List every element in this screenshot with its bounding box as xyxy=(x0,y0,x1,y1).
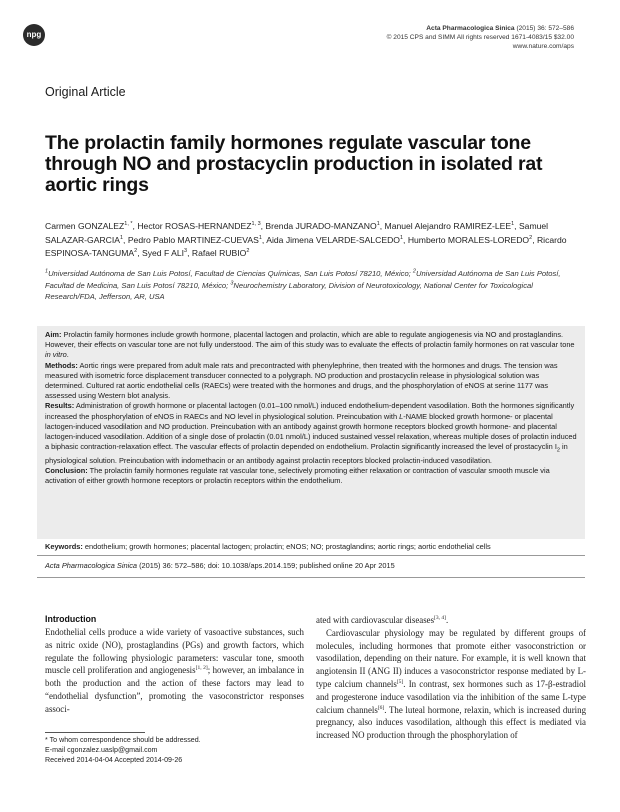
author-name: Pedro Pablo MARTINEZ-CUEVAS xyxy=(127,234,259,245)
footnote xyxy=(45,735,305,765)
received-accepted-dates: Received 2014-04-04 Accepted 2014-09-26 xyxy=(45,756,183,764)
abstract-results: Results: Administration of growth hormone or placental lactogen (0.01–100 nmol/L) induced endothelium-dependent vasodilation. Both the hormones significantly increased the phosphorylation of eNOS in RAECs and NO level in physiological solution. Preincubation with L-NAME blocked growth hormone- or placental lactogen-induced vasodilation and NO production. Preincubation with an antibody against growth hormone receptors blocked growth hormone- and placental lactogen-induced vasodilation. Addition of a single dose of prolactin (0.01 nmol/L) induced sustained vessel relaxation, whereas multiple doses of prolactin induced a biphasic contraction-relaxation effect. The vascular effects of prolactin depended on endothelium. Prolactin significantly increased the level of prostacyclin $I_2$ in physiological solution. Preincubation with indomethacin or an antibody against prolactin receptors blocked prolactin-induced vasodilation. xyxy=(45,401,577,465)
body-column-left: Endothelial cells produce a wide variety of vasoactive substances, such as nitric oxide (NO), prostaglandins (PGs) and growth factors, which regulate the following physiologic parameters: vascular tone, smooth muscle cell proliferation and angiogenesis[1, 2]; however, an imbalance in both the production and the action of these factors may lead to “endothelial dysfunction”, promoting the vasoconstrictor responses associ- xyxy=(45,627,304,714)
affiliation-text: Universidad Autónoma de San Luis Potosí, Facultad de Medicina, San Luis Potosí 78210, México; xyxy=(45,269,561,290)
npg-logo: npg xyxy=(23,24,45,46)
correspondence-email[interactable]: E-mail cgonzalez.uaslp@gmail.com xyxy=(45,746,158,754)
author-affiliation-mark: 1 xyxy=(258,234,262,241)
journal-url[interactable]: www.nature.com/aps xyxy=(512,43,574,50)
author-name: Rafael RUBIO xyxy=(191,248,247,258)
author-name: Manuel Alejandro RAMIREZ-LEE xyxy=(384,221,512,231)
correspondence-note: * To whom correspondence should be addressed. xyxy=(45,736,201,744)
article-type: Original Article xyxy=(45,85,126,99)
divider xyxy=(37,577,585,578)
author-name: Ricardo ESPINOSA-TANGUMA xyxy=(45,234,567,258)
affiliations xyxy=(45,268,580,303)
abstract-methods: Methods: Aortic rings were prepared from adult male rats and precontracted with phenylephrine, then treated with the hormones and drugs. The tension was measured with isometric force displacement transducer connected to a polygraph. NO production and prostacyclin release in physiological solution was determined. Cultured rat aortic endothelial cells (RAECs) were treated with the hormones and drugs, and the phosphorylation of eNOS at serine 1177 was assessed using Western blot analysis. xyxy=(45,360,558,401)
journal-volume: (2015) 36: 572–586 xyxy=(516,25,574,32)
author-affiliation-mark: 1 xyxy=(119,234,124,241)
article-title: The prolactin family hormones regulate vascular tone through NO and prostacyclin production in isolated rat aortic rings xyxy=(45,132,543,196)
author-list: Carmen $GONZALEZ^{1, *}$, Hector ROSAS-HERNANDEZ$^{1, 3}$, Brenda JURADO-MANZANO$^1$, Manuel Alejandro RAMIREZ-LEE$^1$, Samuel SALAZAR-GARCIA$^1$, Pedro Pablo MARTINEZ-CUEVAS$^1$, Aida Jimena VELARDE-SALCEDO$^1$, Humberto MORALES-LOREDO$^2$, Ricardo ESPINOSA-TANGUMA$^2$, Syed F ALI$^3$, Rafael RUBIO$^2$ xyxy=(45,221,567,258)
abstract-conclusion: Conclusion: The prolactin family hormones regulate rat vascular tone, selectively promoting either relaxation or contraction of vascular smooth muscle via activation of either growth hormone receptors or prolactin receptors within the endothelium. xyxy=(45,466,550,486)
affiliation-mark: 1 xyxy=(45,268,49,275)
abstract-aim: Aim: Prolactin family hormones include growth hormone, placental lactogen and prolactin, which are able to regulate angiogenesis via NO and prostaglandins. However, their effects on vascular tone are not fully understood. The aim of this study was to evaluate the effects of prolactin family hormones on rat vascular tone in vitro. xyxy=(45,330,575,360)
author-name: Humberto MORALES-LOREDO xyxy=(407,234,530,245)
section-heading-introduction: Introduction xyxy=(45,614,97,624)
author-affiliation-mark: 1, 3 xyxy=(251,221,261,228)
affiliation-mark: 3 xyxy=(230,279,234,286)
affiliation-text: Universidad Autónoma de San Luis Potosí, Facultad de Ciencias Químicas, San Luis Potosí 78210, México; xyxy=(48,269,413,278)
author-affiliation-mark: 3 xyxy=(184,248,188,255)
author-name: Samuel SALAZAR-GARCIA xyxy=(45,221,549,245)
footnote-rule xyxy=(45,732,145,733)
author-affiliation-mark: 1, * xyxy=(124,221,133,228)
author-name: Hector ROSAS-HERNANDEZ xyxy=(137,221,252,231)
copyright-line: © 2015 CPS and SIMM All rights reserved 1671-4083/15 $32.00 xyxy=(386,34,574,41)
author-name: Aida Jimena VELARDE-SALCEDO xyxy=(266,234,400,245)
citation-line: Acta Pharmacologica Sinica (2015) 36: 572–586; doi: 10.1038/aps.2014.159; published online 20 Apr 2015 xyxy=(45,561,395,570)
body-column-right: ated with cardiovascular diseases[3, 4]. Cardiovascular physiology may be regulated by different groups of molecules, including hormones that promote either vasoconstriction or vasodilation, depending on their nature. For example, it is well known that angiotensin II (ANG II) induces a vasoconstrictor response mediated by L-type calcium channels[5]. In contrast, sex hormones such as 17-β-estradiol and progesterone induce vasodilation via the inhibition of the same L-type calcium channels[6]. The luteal hormone, relaxin, which is increased during pregnancy, also induces vasodilation, although this effect is mediated via increased NO production through the phosphorylation of xyxy=(316,615,587,741)
divider xyxy=(37,555,585,556)
author-affiliation-mark: 1 xyxy=(399,234,404,241)
author-name: Brenda JURADO-MANZANO xyxy=(265,221,377,231)
author-affiliation-mark: 1 xyxy=(376,221,380,228)
author-affiliation-mark: 1 xyxy=(511,221,515,228)
author-name: Syed F ALI xyxy=(141,248,185,258)
author-affiliation-mark: 2 xyxy=(134,248,138,255)
abstract xyxy=(45,330,580,487)
author-affiliation-mark: 2 xyxy=(529,234,533,241)
journal-header xyxy=(426,24,574,33)
keywords: Keywords: endothelium; growth hormones; placental lactogen; prolactin; eNOS; NO; prostaglandins; aortic rings; aortic endothelial cells xyxy=(45,542,491,551)
journal-name: Acta Pharmacologica Sinica xyxy=(426,25,515,32)
author-name: Carmen GONZALEZ xyxy=(45,221,125,231)
affiliation-mark: 2 xyxy=(412,268,416,275)
affiliation-text: Neurochemistry Laboratory, Division of Neurotoxicology, National Center for Toxicological Research/FDA, Jefferson, AR, USA xyxy=(45,280,533,301)
author-affiliation-mark: 2 xyxy=(246,248,250,255)
